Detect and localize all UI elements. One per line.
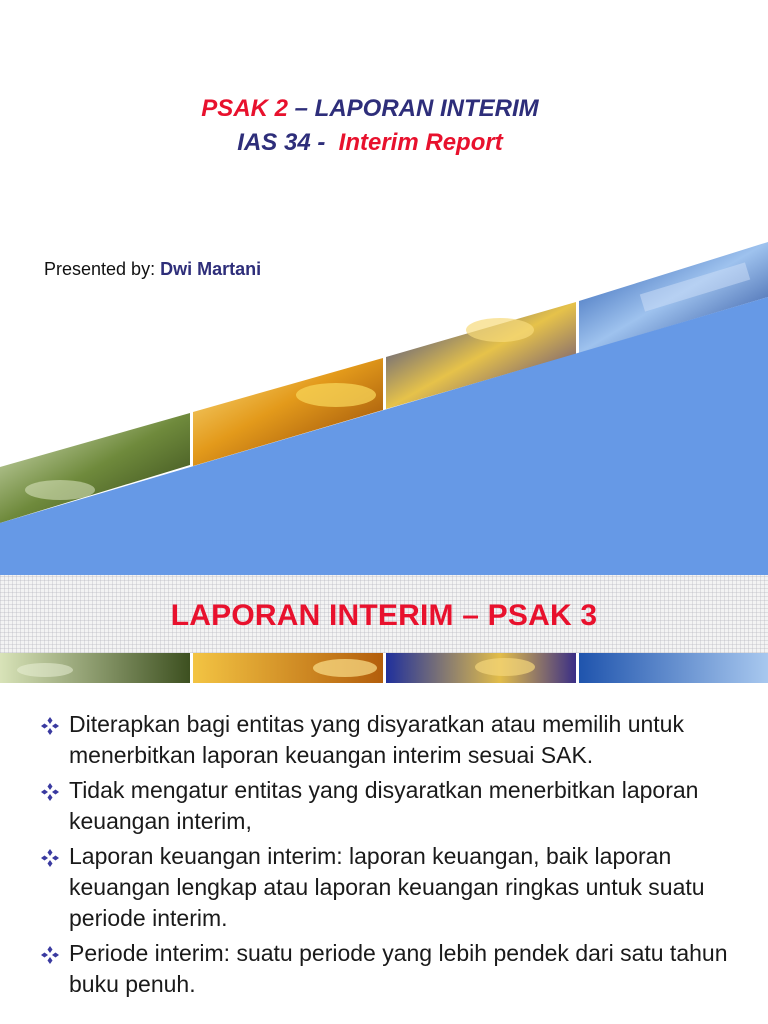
bullet-list [40, 709, 740, 1004]
presenter-name: Dwi Martani [160, 259, 262, 279]
bullet-text: Diterapkan bagi entitas yang disyaratkan atau memilih untuk menerbitkan laporan keuangan interim sesuai SAK. [69, 711, 684, 768]
bullet-item [40, 841, 740, 934]
diamond-bullet-icon [40, 782, 60, 802]
diamond-bullet-icon [40, 848, 60, 868]
bullet-item [40, 709, 740, 771]
bullet-item [40, 775, 740, 837]
presented-label: Presented by: [44, 259, 156, 279]
bullet-text: Tidak mengatur entitas yang disyaratkan menerbitkan laporan keuangan interim, [69, 777, 699, 834]
title-psak: PSAK 2 [201, 95, 288, 122]
header-band [0, 575, 768, 653]
photo-strip-graphic [0, 653, 768, 683]
content-slide-title: LAPORAN INTERIM – PSAK 3 [170, 599, 598, 632]
title-interim-report: Interim Report [338, 129, 503, 156]
bullet-text: Periode interim: suatu periode yang lebih pendek dari satu tahun buku penuh. [69, 940, 728, 997]
title-laporan: – LAPORAN INTERIM [288, 95, 539, 122]
bullet-text: Laporan keuangan interim: laporan keuangan, baik laporan keuangan lengkap atau laporan keuangan ringkas untuk suatu periode interim. [69, 843, 705, 931]
content-slide [0, 575, 768, 1024]
diamond-bullet-icon [40, 945, 60, 965]
title-ias: IAS 34 - [237, 129, 326, 156]
diamond-bullet-icon [40, 716, 60, 736]
bullet-item [40, 938, 740, 1000]
